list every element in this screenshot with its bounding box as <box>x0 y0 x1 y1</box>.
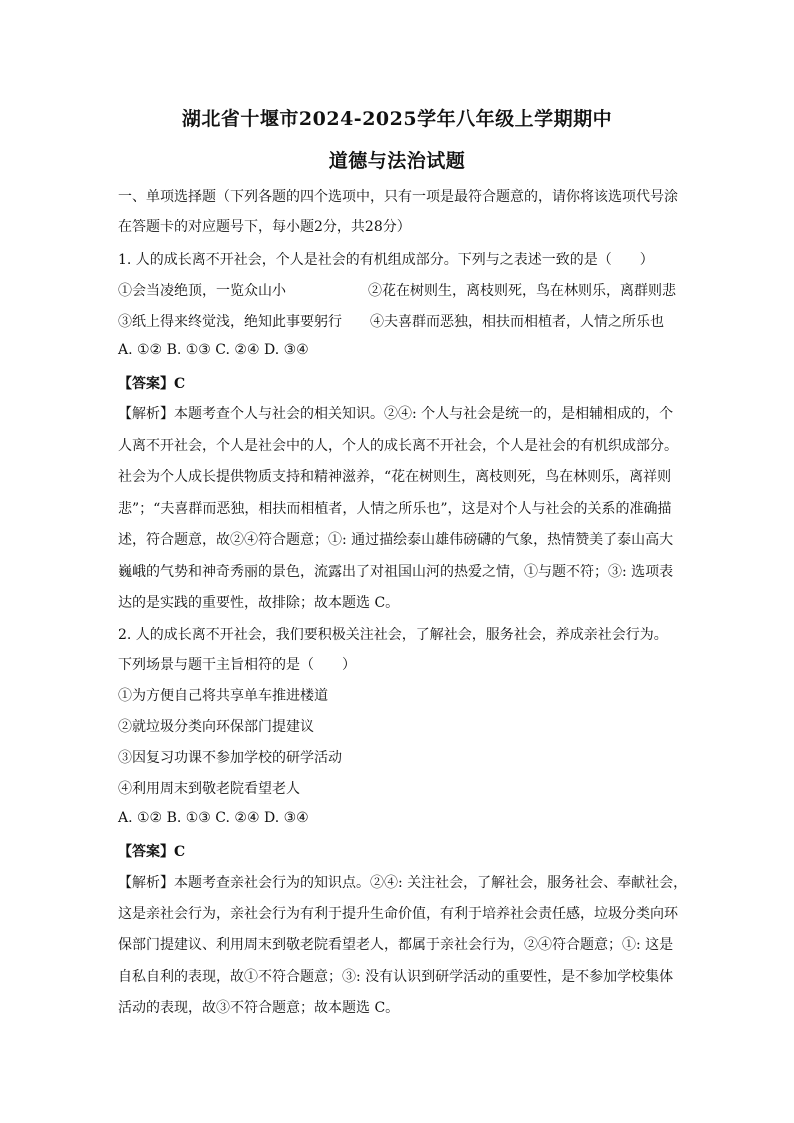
q1-answer: 【答案】C <box>118 376 186 392</box>
q1-choices: A. ①② B. ①③ C. ②④ D. ③④ <box>118 342 309 358</box>
document-title: 湖北省十堰市2024-2025学年八年级上学期期中 <box>181 108 613 130</box>
q2-analysis-line: 保部门提建议、利用周末到敬老院看望老人，都属于亲社会行为，②④符合题意；①: 这是 <box>118 937 674 953</box>
q2-option-3: ③因复习功课不参加学校的研学活动 <box>118 750 342 766</box>
q1-analysis-line: 人离不开社会，个人是社会中的人，个人的成长离不开社会，个人是社会的有机织成部分。 <box>118 438 678 454</box>
q1-analysis-line: 达的是实践的重要性，故排除；故本题选 C。 <box>118 595 400 611</box>
q2-analysis-line: 【解析】本题考查亲社会行为的知识点。②④: 关注社会，了解社会，服务社会、奉献社会， <box>118 875 688 891</box>
q2-stem-line2: 下列场景与题干主旨相符的是（ ） <box>118 657 356 673</box>
q1-analysis-line: 社会为个人成长提供物质支持和精神滋养，“花在树则生，离枝则死，鸟在林则乐，离祥则 <box>118 469 672 485</box>
section-instructions-line2: 在答题卡的对应题号下，每小题2分，共28分） <box>118 219 411 235</box>
q1-analysis-line: 悲”；“夫喜群而恶独，相扶而相植者，人情之所乐也”，这是对个人与社会的关系的准确描 <box>118 501 672 517</box>
q2-analysis-line: 这是亲社会行为，亲社会行为有利于提升生命价值，有利于培养社会责任感，垃圾分类向环 <box>118 906 678 922</box>
q1-option-1: ①会当凌绝顶，一览众山小 <box>118 283 286 299</box>
document-subtitle: 道德与法治试题 <box>328 150 466 172</box>
q2-analysis-line: 自私自利的表现，故①不符合题意；③: 没有认识到研学活动的重要性，是不参加学校集体 <box>118 969 674 985</box>
q2-option-4: ④利用周末到敬老院看望老人 <box>118 781 300 797</box>
q2-option-1: ①为方便自己将共享单车推进楼道 <box>118 688 328 704</box>
q2-analysis-line: 活动的表现，故③不符合题意；故本题选 C。 <box>118 1000 400 1016</box>
q1-analysis-line: 巍峨的气势和神奇秀丽的景色，流露出了对祖国山河的热爱之情，①与题不符；③: 选项表 <box>118 564 674 580</box>
section-instructions-line1: 一、单项选择题（下列各题的四个选项中，只有一项是最符合题意的，请你将该选项代号涂 <box>118 189 678 205</box>
q1-stem: 1. 人的成长离不开社会，个人是社会的有机组成部分。下列与之表述一致的是（ ） <box>118 252 654 268</box>
q2-option-2: ②就垃圾分类向环保部门提建议 <box>118 719 314 735</box>
q2-choices: A. ①② B. ①③ C. ②④ D. ③④ <box>118 810 309 826</box>
q1-option-4: ④夫喜群而恶独，相扶而相植者，人情之所乐也 <box>370 314 664 330</box>
q1-option-2: ②花在树则生，离枝则死，鸟在林则乐，离群则悲 <box>368 283 676 299</box>
q2-answer: 【答案】C <box>118 844 186 860</box>
q2-stem-line1: 2. 人的成长离不开社会，我们要积极关注社会，了解社会，服务社会，养成亲社会行为。 <box>118 627 668 643</box>
q1-analysis-line: 述，符合题意，故②④符合题意；①: 通过描绘泰山雄伟磅礴的气象，热情赞美了泰山高大 <box>118 532 674 548</box>
q1-analysis-line: 【解析】本题考查个人与社会的相关知识。②④: 个人与社会是统一的，是相辅相成的，个 <box>118 406 674 422</box>
q1-option-3: ③纸上得来终觉浅，绝知此事要躬行 <box>118 314 342 330</box>
